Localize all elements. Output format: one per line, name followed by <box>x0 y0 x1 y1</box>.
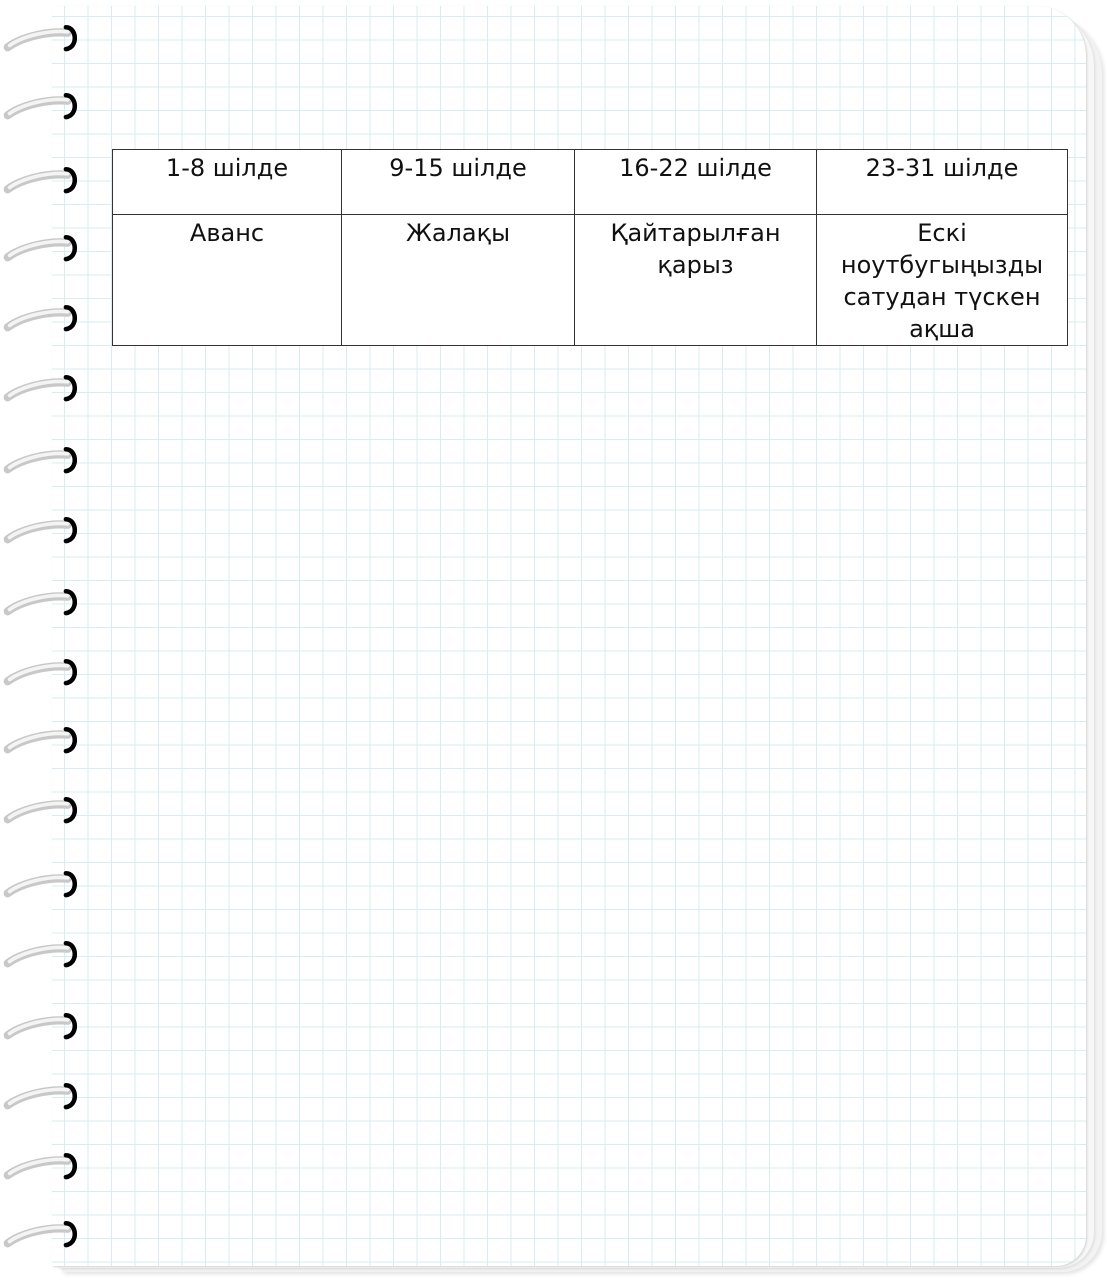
spiral-ring-icon <box>0 20 90 60</box>
table-header-cell: 9-15 шілде <box>342 150 575 215</box>
spiral-ring-icon <box>0 370 90 410</box>
spiral-ring-icon <box>0 1216 90 1256</box>
spiral-ring-icon <box>0 1078 90 1118</box>
spiral-ring-icon <box>0 442 90 482</box>
table-header-cell: 1-8 шілде <box>113 150 342 215</box>
spiral-ring-icon <box>0 300 90 340</box>
spiral-ring-icon <box>0 936 90 976</box>
table-cell: Ескі ноутбугыңызды сатудан түскен ақша <box>817 215 1068 346</box>
table-cell: Қайтарылған қарыз <box>575 215 817 346</box>
spiral-ring-icon <box>0 792 90 832</box>
spiral-ring-icon <box>0 722 90 762</box>
spiral-ring-icon <box>0 162 90 202</box>
table-header-cell: 16-22 шілде <box>575 150 817 215</box>
spiral-ring-icon <box>0 512 90 552</box>
spiral-ring-icon <box>0 230 90 270</box>
table-cell: Жалақы <box>342 215 575 346</box>
spiral-ring-icon <box>0 1148 90 1188</box>
spiral-ring-icon <box>0 1008 90 1048</box>
table-header-row <box>113 150 1068 215</box>
income-table <box>112 149 1068 346</box>
table-header-cell: 23-31 шілде <box>817 150 1068 215</box>
spiral-ring-icon <box>0 88 90 128</box>
spiral-ring-icon <box>0 866 90 906</box>
spiral-ring-icon <box>0 654 90 694</box>
table-cell: Аванс <box>113 215 342 346</box>
spiral-ring-icon <box>0 584 90 624</box>
table-row <box>113 215 1068 346</box>
